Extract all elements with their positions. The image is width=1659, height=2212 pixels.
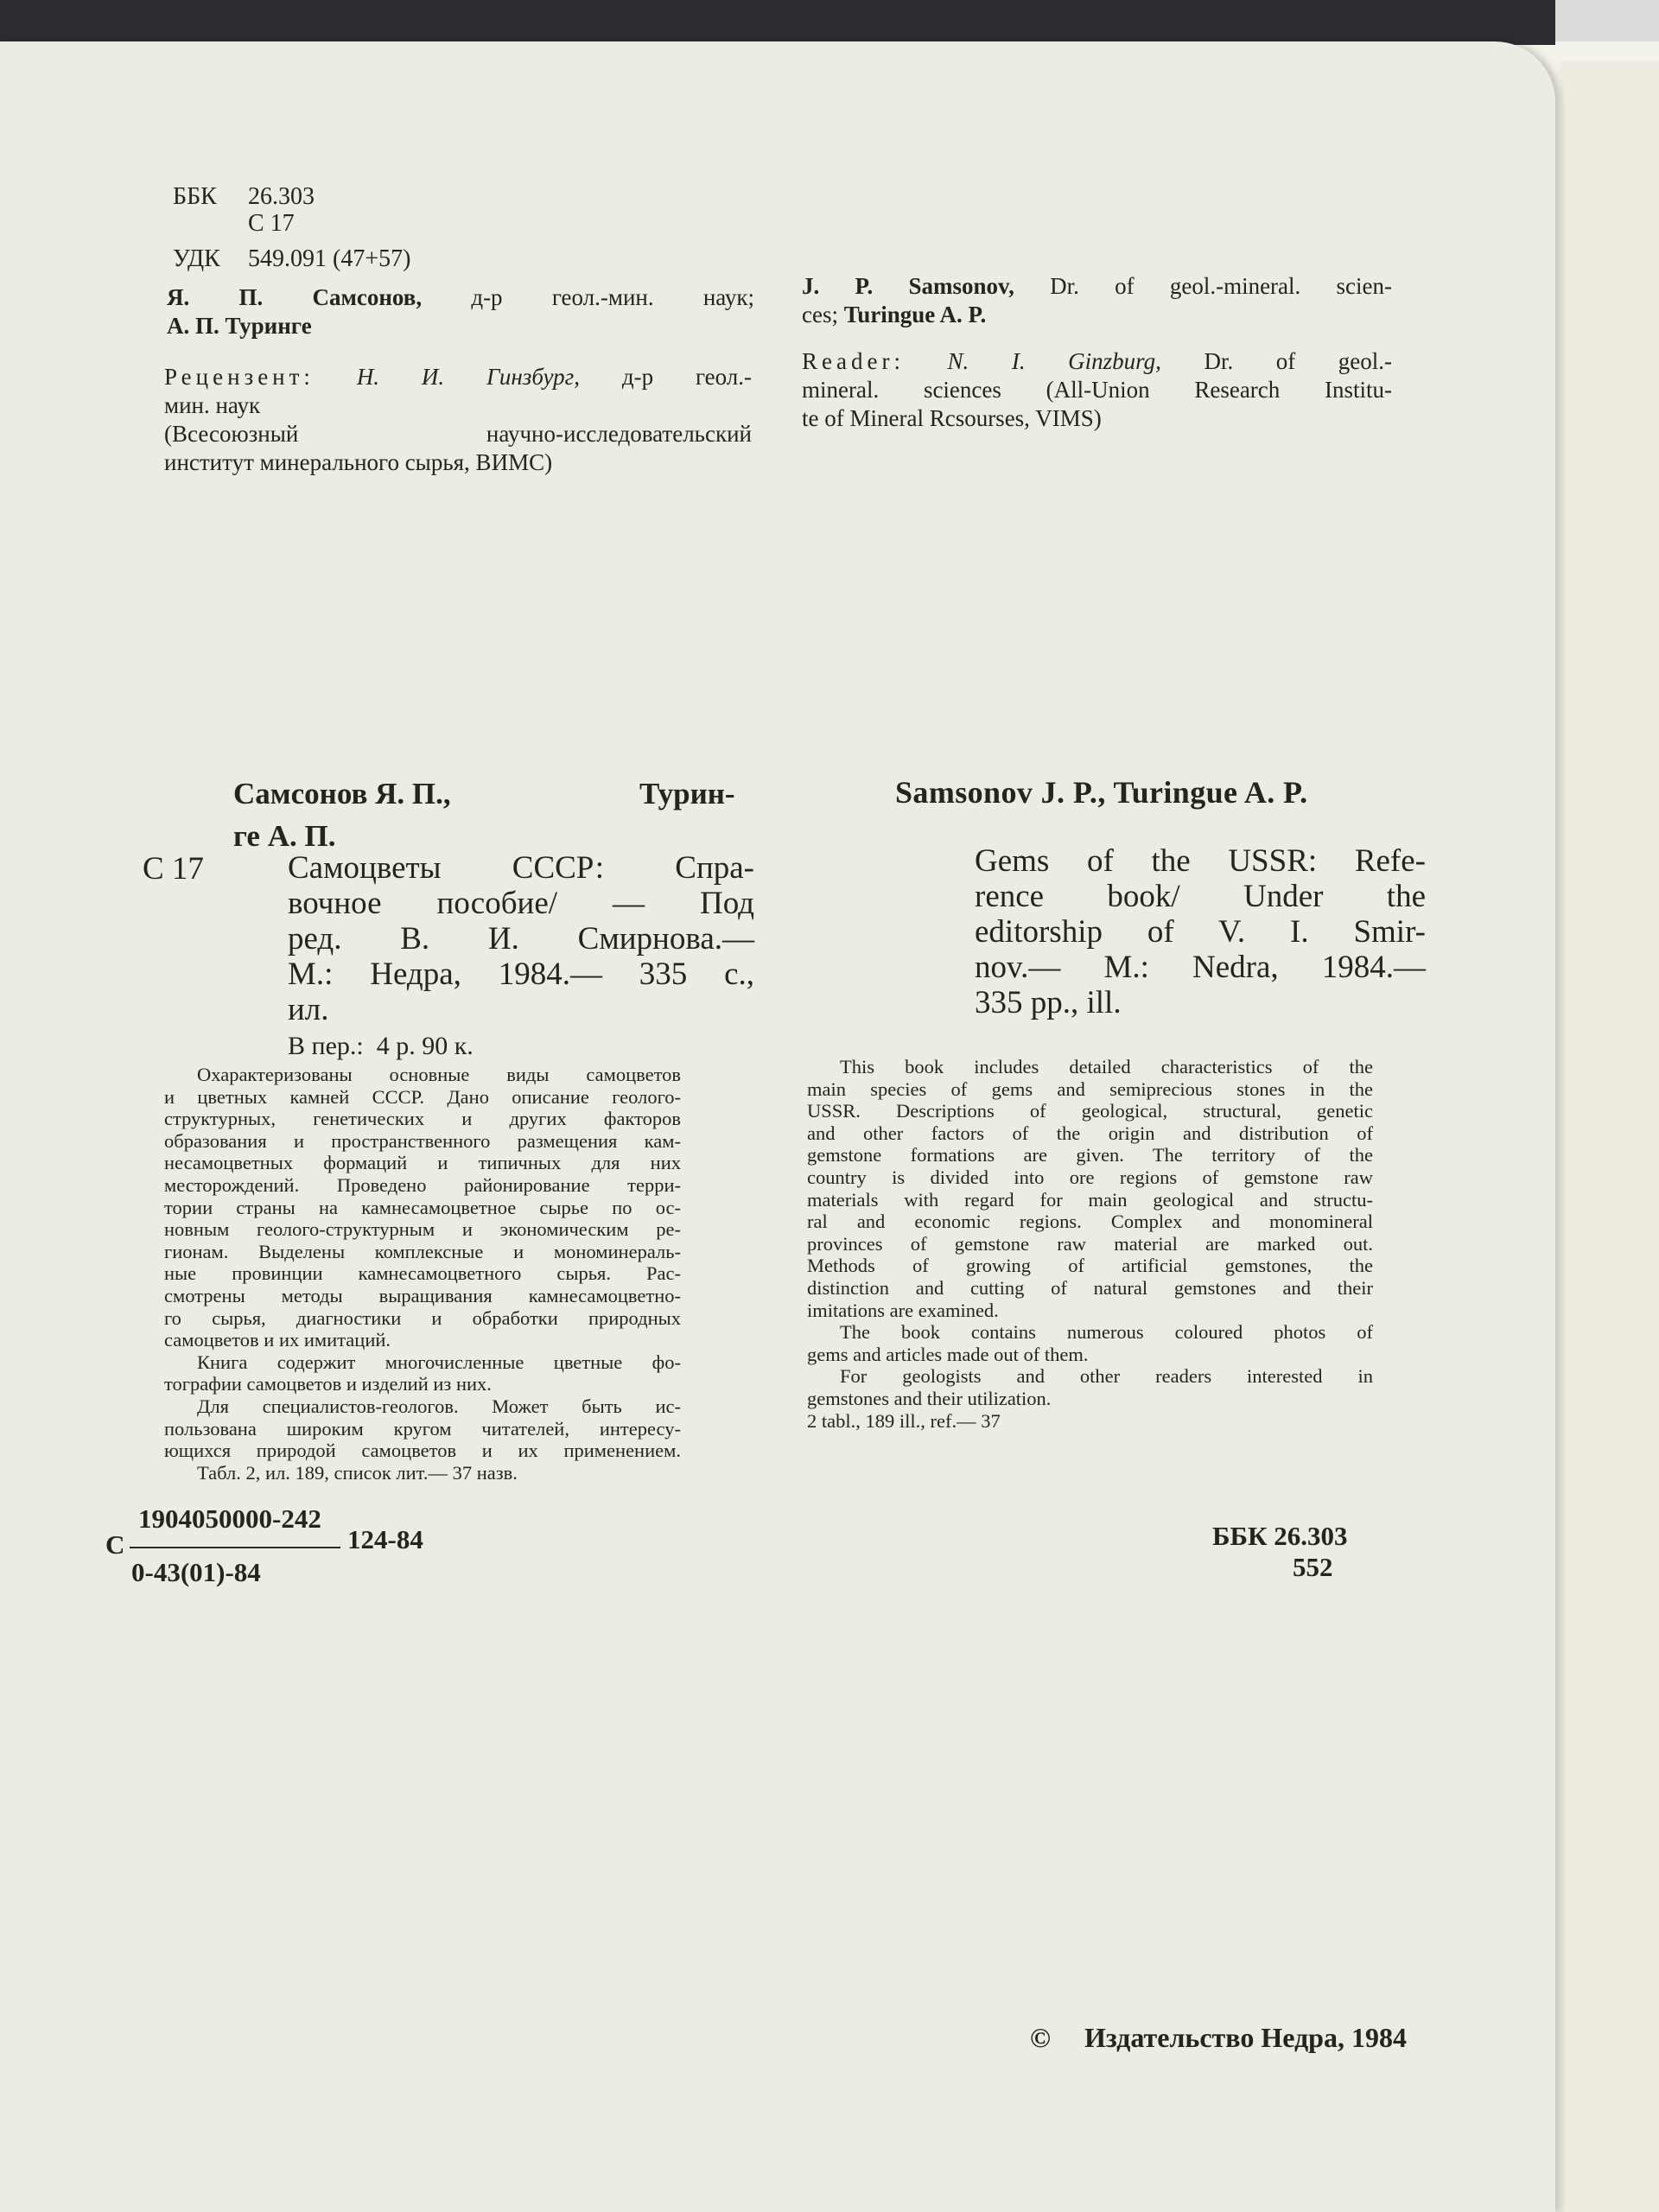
abstract-line: Книга содержит многочисленные цветные фо-: [197, 1351, 681, 1373]
reader-degree: Dr. of geol.-: [1204, 348, 1393, 374]
reviewer-degree: д-р геол.-: [621, 364, 753, 390]
authors-en-line1: [802, 272, 1392, 301]
abstract-line: гионам. Выделены комплексные и мономинераль-: [164, 1240, 681, 1262]
reviewer-en-line1: [802, 347, 1392, 376]
abstract-line: структурных, генетических и других факторов: [164, 1108, 681, 1130]
adjacent-page-edge: [1560, 60, 1659, 2212]
authors-ru-line2: [167, 312, 754, 340]
index-code-numerator: 1904050000-242: [138, 1503, 321, 1534]
author-name-turingue-en: Turingue A. P.: [843, 302, 987, 327]
title-line: ред. В. И. Смирнова.—: [288, 921, 754, 957]
udk-label: УДК: [173, 245, 220, 272]
degree-word: наук;: [702, 284, 755, 310]
reviewer-ru-line1: [164, 363, 752, 391]
index-code-denominator: 0-43(01)-84: [131, 1557, 261, 1587]
reader-name: N. I. Ginzburg,: [947, 348, 1161, 374]
author-name-turinge: А. П. Туринге: [167, 313, 312, 339]
bbk-value: 26.303: [248, 183, 315, 210]
abstract-line: Methods of growing of artificial gemstones, the: [807, 1255, 1373, 1277]
degree-text-en: Dr. of geol.-mineral. scien-: [1050, 273, 1393, 299]
title-line: editorship of V. I. Smir-: [975, 914, 1426, 950]
abstract-line: gems and articles made out of them.: [807, 1343, 1089, 1365]
book-cover-edge: [0, 0, 1555, 45]
reviewer-name: Н. И. Гинзбург,: [356, 364, 580, 390]
abstract-line: ющихся природой самоцветов и их применением.: [164, 1440, 681, 1462]
entry-ru-abstract: [164, 1064, 681, 1484]
title-line: rence book/ Under the: [975, 879, 1426, 914]
entry-ru-title: [288, 850, 754, 1027]
bbk-bottom-line1: ББК 26.303: [1212, 1521, 1348, 1551]
reviewer-ru-line4: институт минерального сырья, ВИМС): [164, 449, 553, 475]
degree-text-en: ces;: [802, 302, 838, 327]
entry-ru-shelf-code: С 17: [143, 851, 204, 887]
authors-ru-line1: [167, 283, 754, 312]
authors-ru: [167, 283, 754, 340]
abstract-line: 2 tabl., 189 ill., ref.— 37: [807, 1409, 1001, 1432]
abstract-line: самоцветов и их имитаций.: [164, 1329, 391, 1351]
entry-en-heading: Samsonov J. P., Turingue A. P.: [895, 775, 1308, 810]
entry-ru-heading-author1: Самсонов Я. П.,: [233, 777, 451, 810]
abstract-line: distinction and cutting of natural gemstones and their: [807, 1276, 1373, 1299]
reviewer-en-line2: mineral. sciences (All-Union Research Institu-: [802, 377, 1392, 403]
reader-label: Reader:: [802, 348, 905, 374]
shelf-code: С 17: [248, 210, 295, 237]
abstract-line: For geologists and other readers interested in: [840, 1365, 1373, 1388]
udk-value: 549.091 (47+57): [248, 245, 411, 272]
abstract-line: gemstone formations are given. The territory of the: [807, 1144, 1373, 1166]
abstract-line: новным геолого-структурным и экономическим ре-: [164, 1218, 681, 1241]
abstract-line: го сырья, диагностики и обработки природных: [164, 1306, 681, 1329]
abstract-line: и цветных камней СССР. Дано описание геолого-: [164, 1085, 681, 1108]
abstract-line: and other factors of the origin and distribution of: [807, 1122, 1373, 1144]
abstract-line: Для специалистов-геологов. Может быть ис-: [197, 1395, 681, 1417]
abstract-line: Табл. 2, ил. 189, список лит.— 37 назв.: [197, 1461, 518, 1484]
author-name-samsonov-en: J. P. Samsonov,: [802, 273, 1014, 299]
index-code-suffix: 124-84: [347, 1524, 423, 1554]
abstract-line: materials with regard for main geological and structu-: [807, 1188, 1373, 1211]
reviewer-ru-line3: (Всесоюзный научно-исследовательский: [164, 421, 752, 447]
authors-en: [802, 272, 1392, 329]
index-code-prefix: С: [105, 1529, 125, 1560]
reviewer-ru-line2: мин. наук: [164, 392, 261, 418]
title-line: вочное пособие/ — Под: [288, 886, 754, 921]
title-line: Gems of the USSR: Refe-: [975, 843, 1426, 879]
entry-ru-price: В пер.: 4 р. 90 к.: [288, 1032, 474, 1060]
bbk-bottom-line2: 552: [1293, 1552, 1333, 1582]
abstract-line: Охарактеризованы основные виды самоцветов: [197, 1064, 681, 1085]
abstract-line: смотрены методы выращивания камнесамоцветно-: [164, 1284, 681, 1306]
entry-en-abstract: [807, 1056, 1373, 1432]
abstract-line: country is divided into ore regions of gemstone raw: [807, 1166, 1373, 1188]
title-line: ил.: [288, 992, 329, 1027]
book-page: [0, 41, 1555, 2212]
abstract-line: main species of gems and semiprecious stones in the: [807, 1077, 1373, 1100]
abstract-line: образования и пространственного размещения кам-: [164, 1129, 681, 1152]
abstract-line: тографии самоцветов и изделий из них.: [164, 1373, 492, 1395]
entry-ru-heading-line2: ге А. П.: [233, 819, 336, 853]
degree-word: геол.-мин.: [551, 284, 654, 310]
abstract-line: This book includes detailed characteristics of the: [840, 1056, 1373, 1077]
title-line: М.: Недра, 1984.— 335 с.,: [288, 957, 754, 992]
abstract-line: The book contains numerous coloured photos of: [840, 1321, 1373, 1344]
degree-word: д-р: [471, 284, 503, 310]
abstract-line: ные провинции камнесамоцветного сырья. Рас-: [164, 1262, 681, 1285]
abstract-line: месторождений. Проведено районирование терри-: [164, 1173, 681, 1196]
author-name-samsonov: Я. П. Самсонов,: [167, 284, 423, 310]
abstract-line: provinces of gemstone raw material are marked out.: [807, 1232, 1373, 1255]
abstract-line: imitations are examined.: [807, 1299, 999, 1321]
authors-en-line2: [802, 301, 1392, 329]
bbk-label: ББК: [173, 183, 217, 210]
copyright-icon: ©: [1030, 2022, 1051, 2053]
abstract-line: тории страны на камнесамоцветное сырье по ос-: [164, 1196, 681, 1218]
abstract-line: USSR. Descriptions of geological, structural, genetic: [807, 1100, 1373, 1122]
fraction-line: [130, 1547, 340, 1548]
copyright-text: Издательство Недра, 1984: [1084, 2022, 1407, 2053]
title-line: nov.— M.: Nedra, 1984.—: [975, 950, 1426, 985]
reviewer-en-line3: te of Mineral Rcsourses, VIMS): [802, 405, 1102, 431]
reviewer-label: Рецензент:: [164, 364, 315, 390]
reviewer-en: [802, 347, 1392, 433]
abstract-line: gemstones and their utilization.: [807, 1387, 1052, 1409]
abstract-line: пользована широким кругом читателей, интересу-: [164, 1417, 681, 1440]
entry-en-title: [975, 843, 1426, 1020]
abstract-line: ral and economic regions. Complex and monomineral: [807, 1211, 1373, 1233]
title-line: 335 pp., ill.: [975, 985, 1122, 1020]
abstract-line: несамоцветных формаций и типичных для них: [164, 1152, 681, 1174]
title-line: Самоцветы СССР: Спра-: [288, 850, 754, 886]
reviewer-ru: [164, 363, 752, 477]
entry-ru-heading-author2-part: Турин-: [639, 777, 735, 810]
